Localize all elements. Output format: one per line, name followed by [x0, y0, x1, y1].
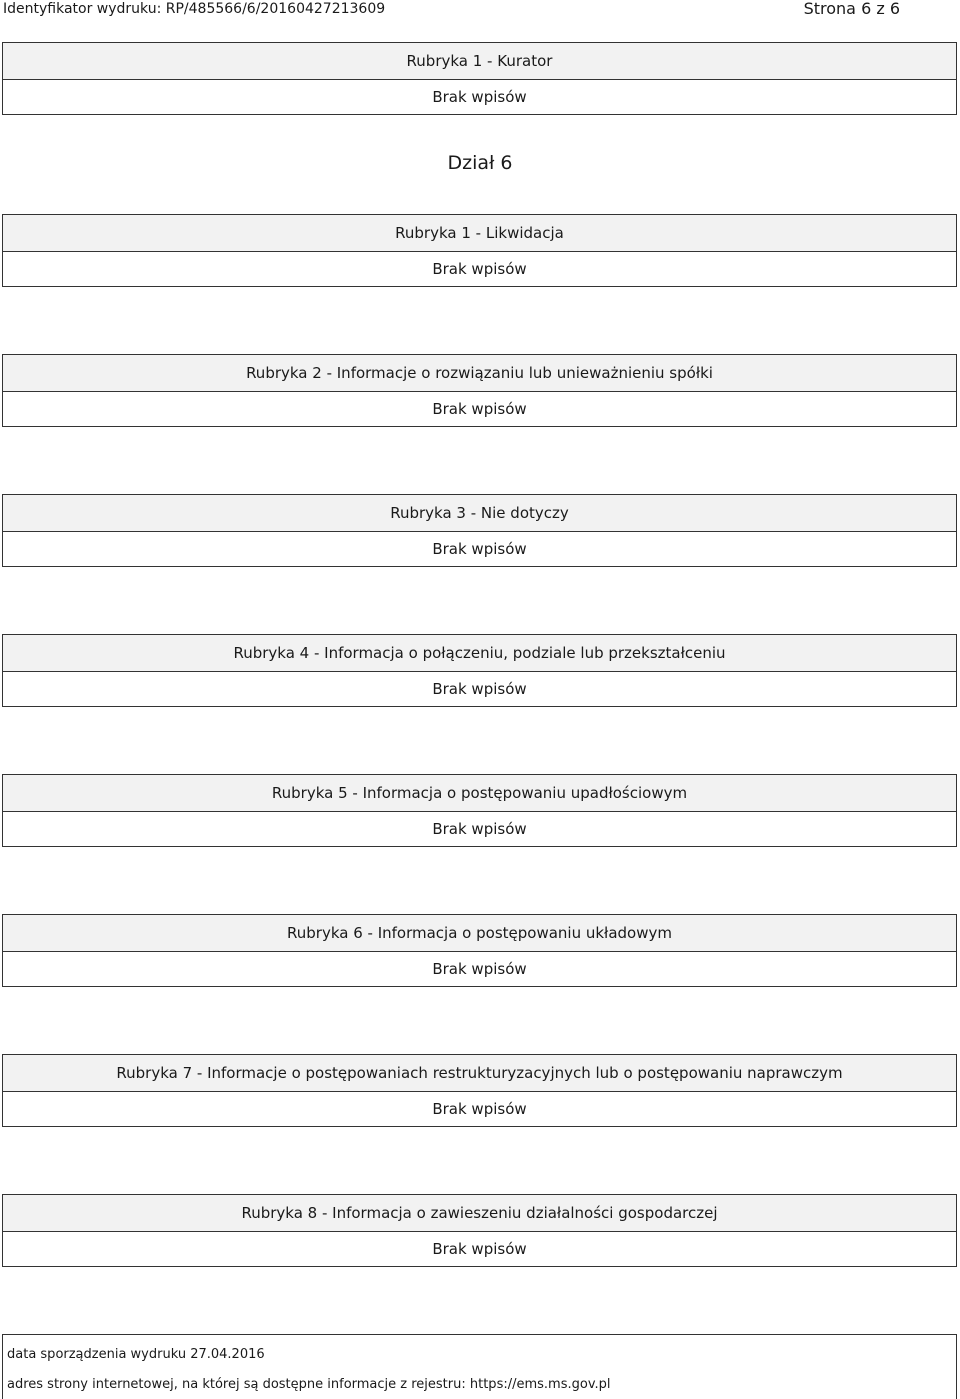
rubric-title: Rubryka 3 - Nie dotyczy — [3, 495, 956, 532]
rubric-entry: Brak wpisów — [432, 820, 527, 838]
rubric-title: Rubryka 2 - Informacje o rozwiązaniu lub unieważnieniu spółki — [3, 355, 956, 392]
rubric-entry: Brak wpisów — [432, 540, 527, 558]
rubric-entry: Brak wpisów — [432, 680, 527, 698]
rubric-entry: Brak wpisów — [432, 1100, 527, 1118]
rubric-title: Rubryka 5 - Informacja o postępowaniu upadłościowym — [3, 775, 956, 812]
rubric-box-7 — [2, 1054, 957, 1127]
rubric-box-3 — [2, 494, 957, 567]
rubric-title: Rubryka 1 - Likwidacja — [3, 215, 956, 252]
rubric-box-6 — [2, 914, 957, 987]
rubric-title: Rubryka 6 - Informacja o postępowaniu układowym — [3, 915, 956, 952]
rubric-entry: Brak wpisów — [432, 88, 527, 106]
rubric-title: Rubryka 7 - Informacje o postępowaniach restrukturyzacyjnych lub o postępowaniu naprawczym — [3, 1055, 956, 1092]
rubric-box-8 — [2, 1194, 957, 1267]
rubric-entry: Brak wpisów — [432, 400, 527, 418]
rubric-box-1 — [2, 214, 957, 287]
footer-print-date: data sporządzenia wydruku 27.04.2016 — [7, 1347, 265, 1362]
rubric-box-5 — [2, 774, 957, 847]
rubric-entry: Brak wpisów — [432, 960, 527, 978]
section-title: Dział 6 — [447, 152, 513, 174]
rubric-box-4 — [2, 634, 957, 707]
rubric-box-2 — [2, 354, 957, 427]
header-identifier: Identyfikator wydruku: RP/485566/6/20160427213609 — [3, 1, 386, 17]
rubric-box-kurator — [2, 42, 957, 115]
page-footer — [2, 1334, 957, 1399]
header-page-number: Strona 6 z 6 — [803, 0, 900, 18]
rubric-entry: Brak wpisów — [432, 1240, 527, 1258]
rubric-entry: Brak wpisów — [432, 260, 527, 278]
rubric-title: Rubryka 4 - Informacja o połączeniu, podziale lub przekształceniu — [3, 635, 956, 672]
footer-website-address: adres strony internetowej, na której są dostępne informacje z rejestru: https://ems.ms.gov.pl — [7, 1377, 611, 1392]
rubric-title: Rubryka 1 - Kurator — [3, 43, 956, 80]
rubric-title: Rubryka 8 - Informacja o zawieszeniu działalności gospodarczej — [3, 1195, 956, 1232]
